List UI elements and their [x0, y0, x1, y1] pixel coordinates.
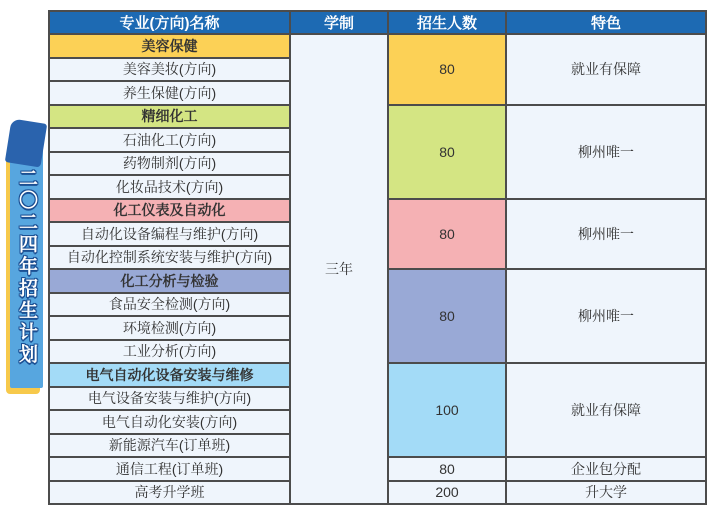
major-cell: 自动化设备编程与维护(方向)	[49, 222, 290, 246]
header-feature: 特色	[506, 11, 706, 34]
enrollment-cell: 80	[388, 105, 506, 199]
table-row	[49, 34, 706, 58]
major-cell: 美容美妆(方向)	[49, 58, 290, 82]
feature-cell: 柳州唯一	[506, 105, 706, 199]
feature-cell: 柳州唯一	[506, 199, 706, 270]
major-cell: 电气自动化安装(方向)	[49, 410, 290, 434]
major-cell: 通信工程(订单班)	[49, 457, 290, 481]
feature-cell: 升大学	[506, 481, 706, 505]
feature-cell: 就业有保障	[506, 363, 706, 457]
duration-cell: 三年	[290, 34, 388, 504]
major-cell: 石油化工(方向)	[49, 128, 290, 152]
major-cell: 自动化控制系统安装与维护(方向)	[49, 246, 290, 270]
major-cell: 高考升学班	[49, 481, 290, 505]
banner-cap-shape	[5, 118, 47, 167]
major-cell: 环境检测(方向)	[49, 316, 290, 340]
feature-cell: 就业有保障	[506, 34, 706, 105]
feature-cell: 柳州唯一	[506, 269, 706, 363]
header-duration: 学制	[290, 11, 388, 34]
enrollment-cell: 100	[388, 363, 506, 457]
major-cell: 电气设备安装与维护(方向)	[49, 387, 290, 411]
group-name-cell: 美容保健	[49, 34, 290, 58]
feature-cell: 企业包分配	[506, 457, 706, 481]
banner-ribbon	[10, 147, 43, 388]
major-cell: 药物制剂(方向)	[49, 152, 290, 176]
major-cell: 新能源汽车(订单班)	[49, 434, 290, 458]
enrollment-table	[48, 10, 707, 505]
header-major: 专业(方向)名称	[49, 11, 290, 34]
banner-title: 二〇二四年招生计划	[16, 168, 37, 366]
major-cell: 化妆品技术(方向)	[49, 175, 290, 199]
group-name-cell: 电气自动化设备安装与维修	[49, 363, 290, 387]
group-name-cell: 精细化工	[49, 105, 290, 129]
enrollment-cell: 80	[388, 269, 506, 363]
header-enrollment: 招生人数	[388, 11, 506, 34]
group-name-cell: 化工仪表及自动化	[49, 199, 290, 223]
major-cell: 工业分析(方向)	[49, 340, 290, 364]
major-cell: 食品安全检测(方向)	[49, 293, 290, 317]
major-cell: 养生保健(方向)	[49, 81, 290, 105]
enrollment-cell: 200	[388, 481, 506, 505]
header-row	[49, 11, 706, 34]
enrollment-cell: 80	[388, 34, 506, 105]
enrollment-cell: 80	[388, 457, 506, 481]
enrollment-cell: 80	[388, 199, 506, 270]
group-name-cell: 化工分析与检验	[49, 269, 290, 293]
